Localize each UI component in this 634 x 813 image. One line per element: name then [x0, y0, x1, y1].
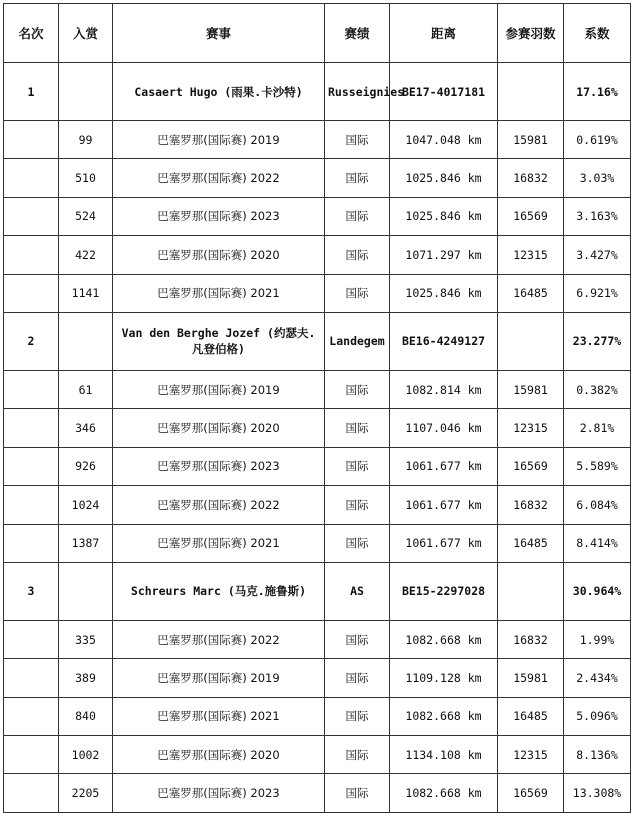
distance-cell: 1025.846 km	[390, 159, 498, 197]
rank-cell	[4, 121, 59, 159]
birds-cell	[498, 562, 564, 620]
birds-cell: 16832	[498, 486, 564, 524]
distance-cell: 1082.668 km	[390, 697, 498, 735]
total-coefficient: 17.16%	[564, 63, 631, 121]
result-cell: 国际	[325, 486, 390, 524]
race-row	[4, 236, 631, 274]
birds-cell: 16485	[498, 524, 564, 562]
fancier-location: Russeignies	[325, 63, 390, 121]
coefficient-cell: 6.921%	[564, 274, 631, 312]
distance-cell: 1071.297 km	[390, 236, 498, 274]
fancier-location: AS	[325, 562, 390, 620]
rank-cell	[4, 659, 59, 697]
birds-cell	[498, 312, 564, 370]
race-cell: 巴塞罗那(国际赛) 2023	[113, 197, 325, 235]
coefficient-cell: 13.308%	[564, 774, 631, 812]
distance-cell: 1134.108 km	[390, 736, 498, 774]
coefficient-cell: 3.03%	[564, 159, 631, 197]
birds-cell: 16832	[498, 159, 564, 197]
birds-cell	[498, 63, 564, 121]
race-row	[4, 447, 631, 485]
distance-cell: 1025.846 km	[390, 274, 498, 312]
coefficient-cell: 0.619%	[564, 121, 631, 159]
prize-cell	[59, 312, 113, 370]
distance-cell: 1061.677 km	[390, 447, 498, 485]
rank-cell	[4, 486, 59, 524]
birds-cell: 16569	[498, 447, 564, 485]
header-race: 赛事	[113, 4, 325, 63]
race-cell: 巴塞罗那(国际赛) 2021	[113, 697, 325, 735]
coefficient-cell: 8.414%	[564, 524, 631, 562]
prize-cell: 1024	[59, 486, 113, 524]
rank-cell	[4, 159, 59, 197]
rank-cell: 3	[4, 562, 59, 620]
race-row	[4, 197, 631, 235]
header-coefficient: 系数	[564, 4, 631, 63]
result-cell: 国际	[325, 274, 390, 312]
race-row	[4, 524, 631, 562]
prize-cell: 1141	[59, 274, 113, 312]
result-cell: 国际	[325, 121, 390, 159]
rank-cell	[4, 697, 59, 735]
rank-cell: 1	[4, 63, 59, 121]
header-row	[4, 4, 631, 63]
prize-cell: 2205	[59, 774, 113, 812]
result-cell: 国际	[325, 370, 390, 408]
birds-cell: 12315	[498, 409, 564, 447]
rank-cell	[4, 409, 59, 447]
header-prize: 入赏	[59, 4, 113, 63]
race-cell: 巴塞罗那(国际赛) 2019	[113, 121, 325, 159]
total-coefficient: 23.277%	[564, 312, 631, 370]
prize-cell: 1387	[59, 524, 113, 562]
fancier-name: Casaert Hugo (雨果.卡沙特)	[113, 63, 325, 121]
prize-cell	[59, 63, 113, 121]
prize-cell: 61	[59, 370, 113, 408]
prize-cell: 335	[59, 620, 113, 658]
distance-cell: 1061.677 km	[390, 524, 498, 562]
ring-number: BE15-2297028	[390, 562, 498, 620]
result-cell: 国际	[325, 236, 390, 274]
race-cell: 巴塞罗那(国际赛) 2022	[113, 159, 325, 197]
prize-cell: 510	[59, 159, 113, 197]
result-cell: 国际	[325, 774, 390, 812]
fancier-location: Landegem	[325, 312, 390, 370]
distance-cell: 1025.846 km	[390, 197, 498, 235]
birds-cell: 15981	[498, 121, 564, 159]
rank-cell: 2	[4, 312, 59, 370]
birds-cell: 16569	[498, 774, 564, 812]
result-cell: 国际	[325, 736, 390, 774]
race-row	[4, 486, 631, 524]
race-row	[4, 274, 631, 312]
result-cell: 国际	[325, 409, 390, 447]
fancier-row	[4, 312, 631, 370]
prize-cell: 99	[59, 121, 113, 159]
rank-cell	[4, 620, 59, 658]
birds-cell: 16569	[498, 197, 564, 235]
birds-cell: 12315	[498, 736, 564, 774]
total-coefficient: 30.964%	[564, 562, 631, 620]
distance-cell: 1107.046 km	[390, 409, 498, 447]
results-table	[3, 3, 631, 813]
rank-cell	[4, 197, 59, 235]
rank-cell	[4, 274, 59, 312]
race-cell: 巴塞罗那(国际赛) 2021	[113, 274, 325, 312]
rank-cell	[4, 370, 59, 408]
rank-cell	[4, 236, 59, 274]
distance-cell: 1109.128 km	[390, 659, 498, 697]
race-row	[4, 159, 631, 197]
coefficient-cell: 0.382%	[564, 370, 631, 408]
race-row	[4, 409, 631, 447]
race-row	[4, 774, 631, 812]
fancier-name: Schreurs Marc (马克.施鲁斯)	[113, 562, 325, 620]
rank-cell	[4, 447, 59, 485]
header-result: 赛绩	[325, 4, 390, 63]
result-cell: 国际	[325, 447, 390, 485]
prize-cell: 422	[59, 236, 113, 274]
race-row	[4, 697, 631, 735]
coefficient-cell: 5.589%	[564, 447, 631, 485]
fancier-row	[4, 63, 631, 121]
result-cell: 国际	[325, 697, 390, 735]
coefficient-cell: 5.096%	[564, 697, 631, 735]
race-cell: 巴塞罗那(国际赛) 2022	[113, 486, 325, 524]
rank-cell	[4, 524, 59, 562]
race-cell: 巴塞罗那(国际赛) 2021	[113, 524, 325, 562]
coefficient-cell: 1.99%	[564, 620, 631, 658]
prize-cell: 389	[59, 659, 113, 697]
race-row	[4, 736, 631, 774]
distance-cell: 1047.048 km	[390, 121, 498, 159]
race-row	[4, 370, 631, 408]
race-cell: 巴塞罗那(国际赛) 2019	[113, 370, 325, 408]
coefficient-cell: 6.084%	[564, 486, 631, 524]
race-cell: 巴塞罗那(国际赛) 2020	[113, 236, 325, 274]
race-cell: 巴塞罗那(国际赛) 2020	[113, 736, 325, 774]
race-cell: 巴塞罗那(国际赛) 2020	[113, 409, 325, 447]
result-cell: 国际	[325, 159, 390, 197]
coefficient-cell: 2.81%	[564, 409, 631, 447]
coefficient-cell: 3.427%	[564, 236, 631, 274]
race-cell: 巴塞罗那(国际赛) 2019	[113, 659, 325, 697]
prize-cell: 524	[59, 197, 113, 235]
prize-cell: 840	[59, 697, 113, 735]
distance-cell: 1061.677 km	[390, 486, 498, 524]
prize-cell: 926	[59, 447, 113, 485]
birds-cell: 15981	[498, 370, 564, 408]
rank-cell	[4, 736, 59, 774]
coefficient-cell: 3.163%	[564, 197, 631, 235]
distance-cell: 1082.668 km	[390, 620, 498, 658]
result-cell: 国际	[325, 620, 390, 658]
race-row	[4, 121, 631, 159]
race-cell: 巴塞罗那(国际赛) 2022	[113, 620, 325, 658]
distance-cell: 1082.814 km	[390, 370, 498, 408]
result-cell: 国际	[325, 659, 390, 697]
header-birds: 参赛羽数	[498, 4, 564, 63]
birds-cell: 16485	[498, 697, 564, 735]
fancier-name: Van den Berghe Jozef (约瑟夫.凡登伯格)	[113, 312, 325, 370]
race-row	[4, 620, 631, 658]
header-distance: 距离	[390, 4, 498, 63]
race-row	[4, 659, 631, 697]
coefficient-cell: 8.136%	[564, 736, 631, 774]
birds-cell: 12315	[498, 236, 564, 274]
prize-cell: 1002	[59, 736, 113, 774]
header-rank: 名次	[4, 4, 59, 63]
race-cell: 巴塞罗那(国际赛) 2023	[113, 447, 325, 485]
birds-cell: 16485	[498, 274, 564, 312]
fancier-row	[4, 562, 631, 620]
result-cell: 国际	[325, 197, 390, 235]
result-cell: 国际	[325, 524, 390, 562]
race-cell: 巴塞罗那(国际赛) 2023	[113, 774, 325, 812]
birds-cell: 16832	[498, 620, 564, 658]
prize-cell	[59, 562, 113, 620]
ring-number: BE16-4249127	[390, 312, 498, 370]
distance-cell: 1082.668 km	[390, 774, 498, 812]
birds-cell: 15981	[498, 659, 564, 697]
prize-cell: 346	[59, 409, 113, 447]
rank-cell	[4, 774, 59, 812]
ring-number: BE17-4017181	[390, 63, 498, 121]
coefficient-cell: 2.434%	[564, 659, 631, 697]
